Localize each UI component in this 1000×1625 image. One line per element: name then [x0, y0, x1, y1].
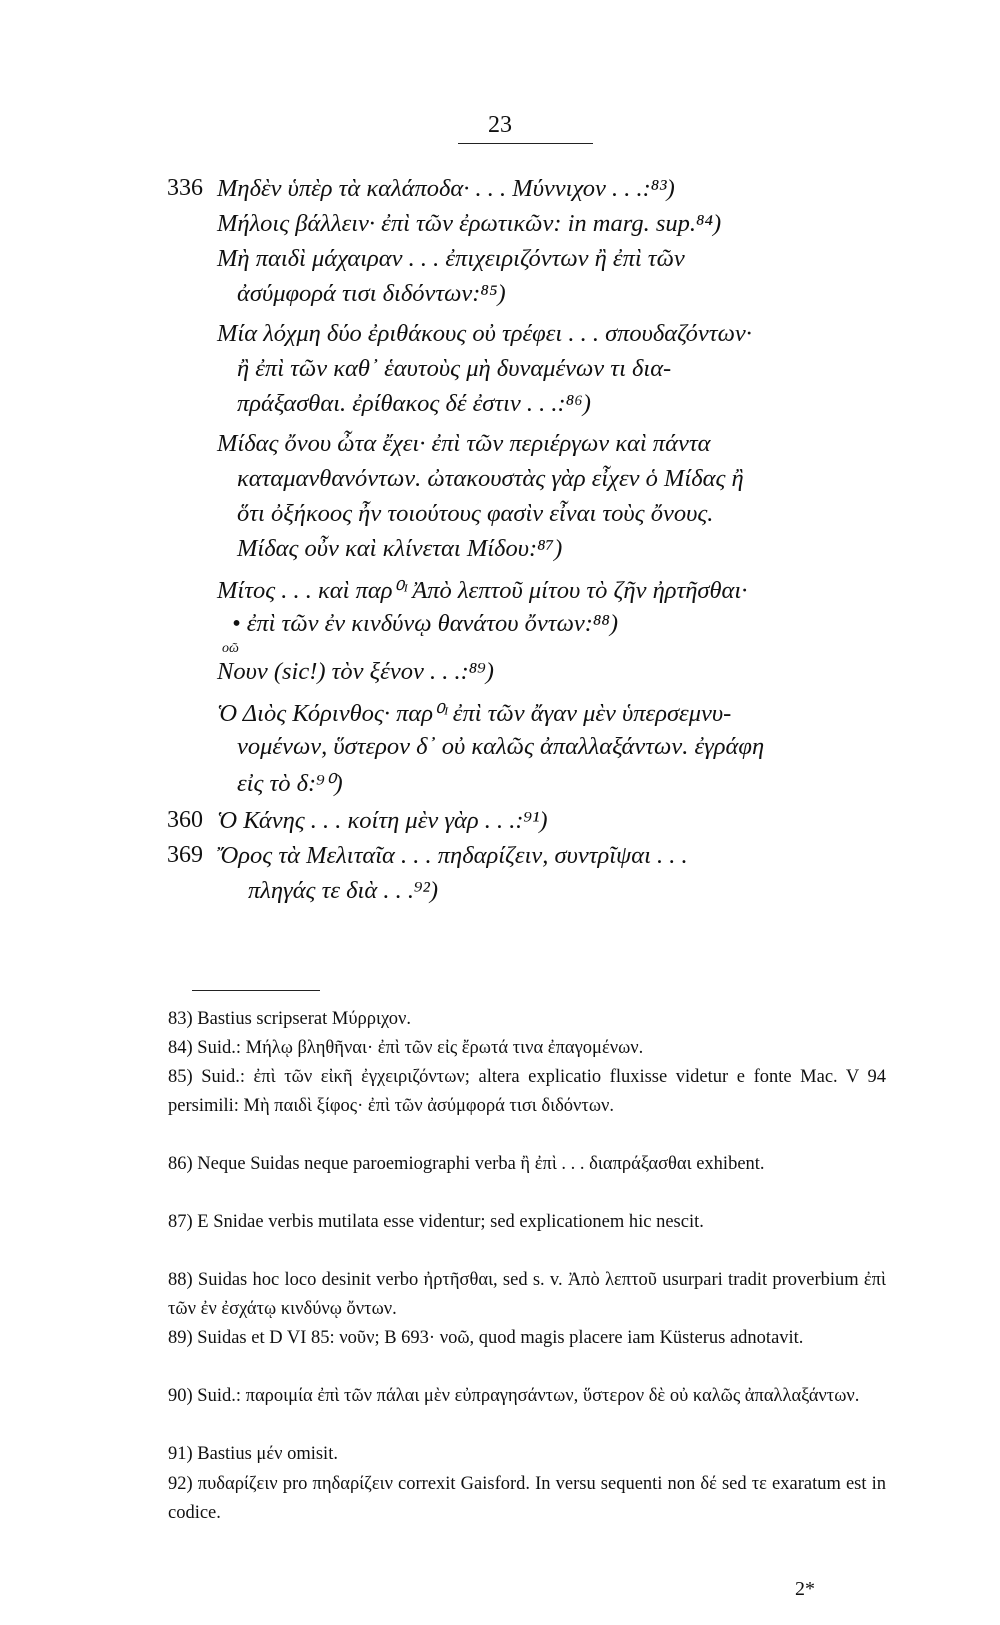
footnote-mark: 89): [168, 1328, 193, 1348]
footnote-mark: 91): [168, 1444, 193, 1464]
entry-line: ὅτι ὀξήκοος ἦν τοιούτους φασὶν εἶναι τοὺς ὄνους.: [237, 500, 714, 527]
footnote-text: Suid.: παροιμία ἐπὶ τῶν πάλαι μὲν εὐπραγησάντων, ὕστερον δὲ οὐ καλῶς ἀπαλλαξάντων.: [197, 1386, 860, 1406]
footnote-text: Bastius scripserat Μύρριχον.: [197, 1009, 412, 1029]
footnote: [168, 1266, 886, 1323]
entry-line: καταμανθανόντων. ὠτακουστὰς γὰρ εἶχεν ὁ Μίδας ἢ: [237, 465, 744, 492]
entry-line: Ὄρος τὰ Μελιταῖα . . . πηδαρίζειν, συντρῖψαι . . .: [217, 842, 688, 869]
entry-line: πράξασθαι. ἐρίθακος δέ ἐστιν . . .:⁸⁶): [237, 390, 591, 417]
footnote-text: Neque Suidas neque paroemiographi verba ἢ ἐπὶ . . . διαπράξασθαι exhibent.: [197, 1154, 765, 1174]
entry-line: πληγάς τε διὰ . . .⁹²): [248, 877, 438, 904]
footnote-text: πυδαρίζειν pro πηδαρίζειν correxit Gaisford. In versu sequenti non δέ sed τε exaratum est in codice.: [168, 1474, 886, 1523]
footnote-text: Suid.: Μήλῳ βληθῆναι· ἐπὶ τῶν εἰς ἔρωτά τινα ἐπαγομένων.: [197, 1038, 644, 1058]
footnote-mark: 85): [168, 1067, 193, 1087]
footnote-mark: 90): [168, 1386, 193, 1406]
entry-line: Μίδας οὖν καὶ κλίνεται Μίδου:⁸⁷): [237, 535, 563, 562]
entry-line: • ἐπὶ τῶν ἐν κινδύνῳ θανάτου ὄντων:⁸⁸): [232, 610, 619, 637]
entry-number: 336: [167, 175, 203, 201]
entry-line: Μήλοις βάλλειν· ἐπὶ τῶν ἐρωτικῶν: in marg. sup.⁸⁴): [217, 210, 722, 237]
footnote-mark: 92): [168, 1474, 193, 1494]
footnote-text: Suidas et D VI 85: νοῦν; B 693· νοῶ, quod magis placere iam Küsterus adnotavit.: [197, 1328, 804, 1348]
footnote: [168, 1063, 886, 1120]
footnote-text: Suid.: ἐπὶ τῶν εἰκῆ ἐγχειριζόντων; altera explicatio fluxisse videtur e fonte Mac. V 94 persimili: Μὴ παιδὶ ξίφος· ἐπὶ τῶν ἀσύμφορά τισι διδόντων.: [168, 1067, 887, 1116]
entry-line: Μὴ παιδὶ μάχαιραν . . . ἐπιχειριζόντων ἢ ἐπὶ τῶν: [217, 245, 685, 272]
footnote: [168, 1150, 886, 1179]
footnote-mark: 87): [168, 1212, 193, 1232]
page-number: 23: [488, 112, 512, 138]
footnote: [168, 1470, 886, 1527]
signature-mark: 2*: [795, 1578, 815, 1600]
entry-number: 369: [167, 842, 203, 868]
entry-line: νομένων, ὕστερον δ᾽ οὐ καλῶς ἀπαλλαξάντων. ἐγράφη: [237, 733, 765, 760]
footnote: [168, 1208, 886, 1237]
footnote-text: Suidas hoc loco desinit verbo ἠρτῆσθαι, sed s. v. Ἀπὸ λεπτοῦ usurpari tradit proverbium ἐπὶ τῶν ἐν ἐσχάτῳ κινδύνῳ ὄντων.: [168, 1270, 886, 1319]
footnote: [168, 1440, 886, 1469]
entry-line: ἢ ἐπὶ τῶν καθ᾽ ἑαυτοὺς μὴ δυναμένων τι δια-: [237, 355, 672, 382]
entry-line: Μίδας ὄνου ὦτα ἔχει· ἐπὶ τῶν περιέργων καὶ πάντα: [217, 430, 711, 457]
entry-line: Νουν (sic!) τὸν ξένον . . .:⁸⁹): [217, 658, 494, 685]
entry-number: 360: [167, 807, 203, 833]
footnote-text: Bastius μέν omisit.: [197, 1444, 338, 1464]
entry-line: Μία λόχμη δύο ἐριθάκους οὐ τρέφει . . . σπουδαζόντων·: [217, 320, 752, 347]
footnote-mark: 84): [168, 1038, 193, 1058]
entry-line: Μηδὲν ὑπὲρ τὰ καλάποδα· . . . Μύννιχον . . .:⁸³): [217, 175, 675, 202]
header-rule: [458, 143, 593, 144]
entry-line-annotation: οῶ: [222, 641, 239, 656]
entry-line: Ὁ Κάνης . . . κοίτη μὲν γὰρ . . .:⁹¹): [217, 807, 548, 834]
entry-line: ἀσύμφορά τισι διδόντων:⁸⁵): [237, 280, 506, 307]
footnote-mark: 88): [168, 1270, 193, 1290]
entry-line: Ὁ Διὸς Κόρινθος· παρ⁰ᶦ ἐπὶ τῶν ἄγαν μὲν ὑπερσεμνυ-: [217, 700, 732, 727]
footnote-mark: 86): [168, 1154, 193, 1174]
footnote: [168, 1005, 886, 1034]
footnote: [168, 1324, 886, 1353]
footnote: [168, 1382, 886, 1411]
footnote-mark: 83): [168, 1009, 193, 1029]
footnote: [168, 1034, 886, 1063]
footnote-text: E Snidae verbis mutilata esse videntur; sed explicationem hic nescit.: [197, 1212, 704, 1232]
footnote-rule: [192, 990, 320, 991]
entry-line: εἰς τὸ δ:⁹⁰): [237, 770, 343, 797]
entry-line: Μίτος . . . καὶ παρ⁰ᶦ Ἀπὸ λεπτοῦ μίτου τὸ ζῆν ἠρτῆσθαι·: [217, 577, 748, 604]
